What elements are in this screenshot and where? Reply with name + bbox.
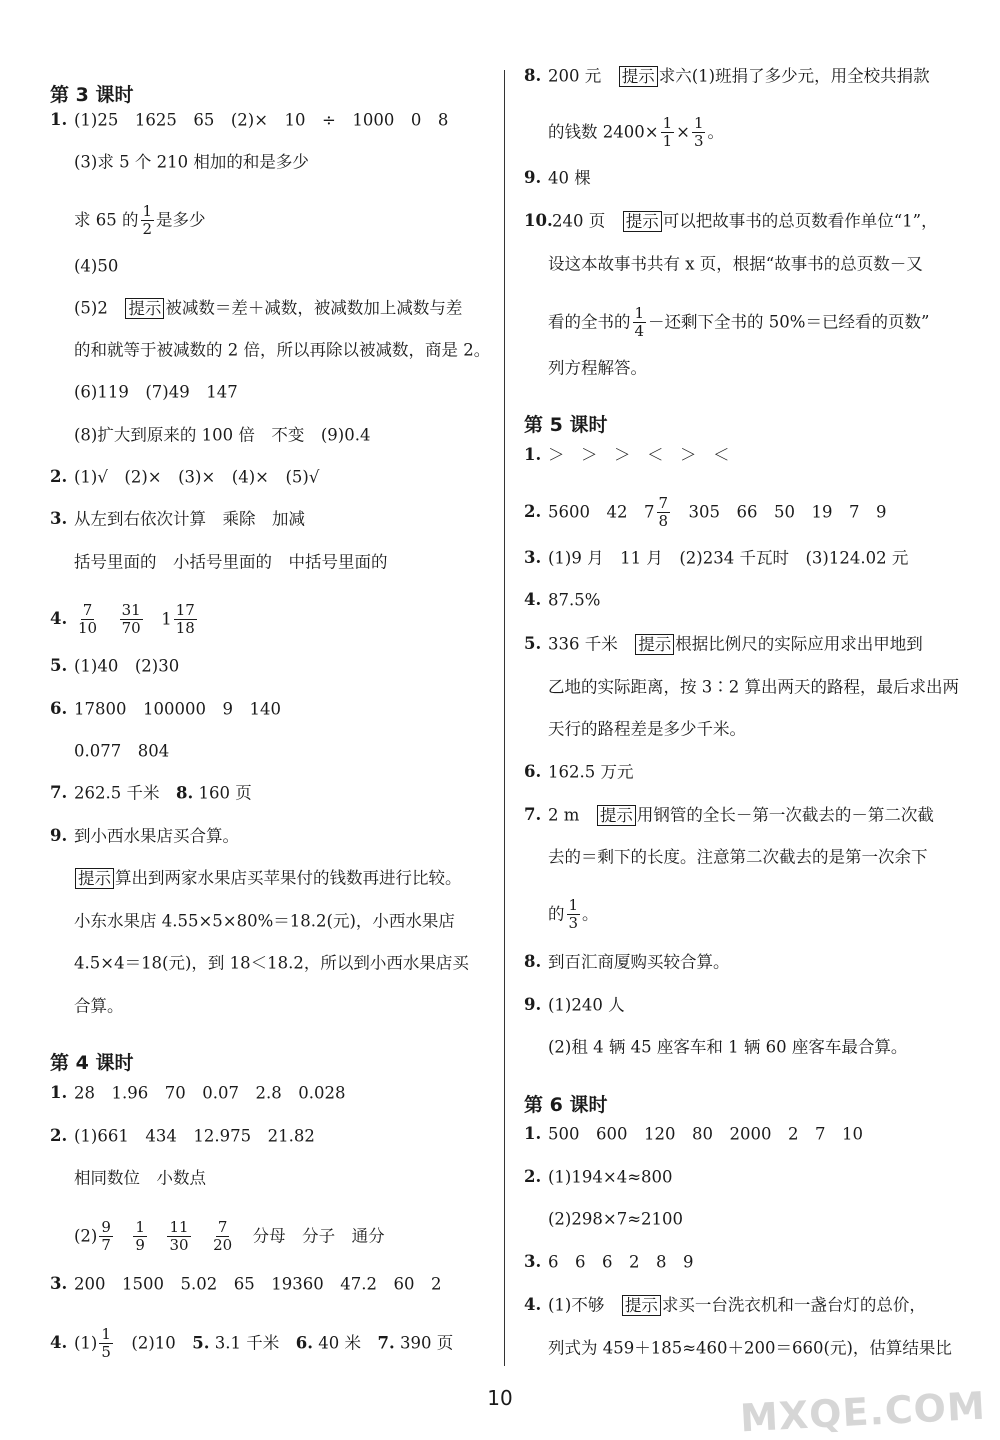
answer-line [548,1036,907,1059]
answer-text: 的钱数 2400× [548,122,659,142]
fraction-numerator: 9 [101,1218,111,1236]
section-heading: 第 3 课时 [50,84,134,106]
answer-text: 到小西水果店买合算。 [74,826,239,846]
answer-text: 小东水果店 4.55×5×80%＝18.2(元)，小西水果店 [74,911,455,931]
answer-text: (1)√ (2)× (3)× (4)× (5)√ [74,467,320,487]
answer-text [193,1227,210,1246]
fraction-numerator: 1 [135,1218,145,1236]
answer-line [50,1125,315,1148]
answer-line [548,115,724,150]
item-number: 2. [50,1126,68,1145]
fraction-numerator: 7 [658,494,669,512]
answer-line [548,718,746,741]
answer-text: (8)扩大到原来的 100 倍 不变 (9)0.4 [74,425,371,445]
answer-text: 40 棵 [548,168,591,188]
item-number: 1. [524,1124,542,1143]
answer-line [50,1082,345,1105]
answer-line [74,551,388,574]
fraction [567,897,581,932]
answer-line [548,305,929,340]
fraction-numerator: 1 [101,1325,111,1343]
item-number: 9. [524,168,542,187]
watermark-logo: MXQE.COM [739,1383,987,1440]
item-number: 1. [524,445,542,464]
answer-line [74,381,238,404]
hint-badge: 提示 [597,805,636,826]
item-number: 7. [524,805,542,824]
answer-line [524,1123,863,1146]
answer-line [524,495,887,530]
answer-line [50,1326,453,1361]
answer-line [74,910,455,933]
answer-text: 0.077 804 [74,741,170,761]
answer-text: ＞ ＞ ＞ ＜ ＞ ＜ [548,445,730,465]
answer-text: (1)40 (2)30 [74,656,180,676]
answer-text: 到百汇商厦购买较合算。 [548,952,730,972]
section-heading: 第 6 课时 [524,1094,608,1116]
fraction-numerator: 1 [634,304,645,322]
answer-text: (1)25 1625 65 (2)× 10 ÷ 1000 0 8 [74,110,449,130]
item-number: 4. [50,1333,68,1352]
hint-badge: 提示 [75,868,114,889]
hint-badge: 提示 [622,1295,661,1316]
fraction-denominator: 7 [101,1236,111,1254]
answer-text: 相同数位 小数点 [74,1168,206,1188]
answer-line [74,1219,385,1254]
item-number: 3. [50,509,68,528]
answer-line [524,589,600,612]
answer-text: (3)求 5 个 210 相加的和是多少 [74,152,309,172]
answer-text: 求 65 的 [74,210,139,230]
section-heading: 第 4 课时 [50,1052,134,1074]
fraction [99,1219,113,1254]
hint-badge: 提示 [619,66,658,87]
answer-text: 305 66 50 19 7 9 [672,502,887,522]
answer-line [524,167,591,190]
item-number: 5. [524,634,542,653]
fraction-numerator: 11 [169,1218,189,1236]
item-number: 5. [192,1333,210,1353]
item-number: 6. [50,699,68,718]
hint-badge: 提示 [623,211,662,232]
item-number: 1. [50,1083,68,1102]
fraction-numerator: 1 [568,896,579,914]
answer-text: 40 米 [313,1333,378,1353]
item-number: 8. [524,952,542,971]
answer-text: 390 页 [394,1333,454,1353]
fraction [76,602,99,637]
answer-text: (1)661 434 12.975 21.82 [74,1126,315,1146]
answer-text: (2)10 [114,1333,193,1353]
item-number: 2. [524,1167,542,1186]
answer-line [548,897,599,932]
answer-line [548,357,647,380]
answer-text: 从左到右依次计算 乘除 加减 [74,509,305,529]
answer-line [74,424,370,447]
answer-line [548,846,928,869]
fraction [133,1219,147,1254]
fraction-numerator: 1 [662,114,673,132]
answer-text: 被减数＝差＋减数，被减数加上减数与差 [165,298,463,318]
fraction-denominator: 20 [213,1236,233,1254]
answer-line [524,1294,926,1317]
item-number: 2. [50,467,68,486]
answer-line [548,676,959,699]
answer-text: 240 页 [552,211,622,231]
item-number: 8. [524,66,542,85]
fraction-denominator: 10 [78,619,98,637]
fraction-numerator: 1 [142,202,153,220]
answer-text: 5600 42 7 [548,502,655,522]
fraction-denominator: 70 [121,619,141,637]
answer-line [74,151,309,174]
item-number: 2. [524,502,542,521]
answer-line [548,1337,952,1360]
hint-badge: 提示 [635,634,674,655]
answer-line [74,867,462,890]
fraction-denominator: 4 [634,322,645,340]
answer-text: 天行的路程差是多少千米。 [548,719,746,739]
answer-text: 算出到两家水果店买苹果付的钱数再进行比较。 [115,868,462,888]
answer-line [50,508,305,531]
answer-text [149,1227,166,1246]
fraction-numerator: 17 [175,601,195,619]
answer-line [524,994,625,1017]
answer-text: (2) [74,1226,98,1246]
answer-line [74,995,124,1018]
answer-text: 合算。 [74,996,124,1016]
fraction [211,1219,234,1254]
answer-text: (1)194×4≈800 [548,1167,673,1187]
answer-line [524,761,633,784]
answer-line [524,210,938,233]
answer-text [101,610,118,629]
answer-text: 设这本故事书共有 x 页，根据“故事书的总页数－又 [548,254,923,274]
item-number: 9. [524,995,542,1014]
fraction-denominator: 3 [693,132,704,150]
fraction-denominator: 5 [101,1343,111,1361]
answer-text: －还剩下全书的 50%＝已经看的页数” [648,312,930,332]
answer-line [524,804,934,827]
answer-text: 。 [582,904,599,924]
answer-text: 500 600 120 80 2000 2 7 10 [548,1124,863,1144]
answer-text: 336 千米 [548,634,635,654]
item-number: 5. [50,656,68,675]
fraction-denominator: 3 [568,914,579,932]
answer-line [50,825,239,848]
fraction [633,305,647,340]
answer-text: 看的全书的 [548,312,631,332]
answer-line [50,1273,441,1296]
item-number: 4. [524,1295,542,1314]
item-number: 8. [175,783,194,803]
answer-text: (1) [74,1333,98,1353]
answer-text: 分母 分子 通分 [236,1226,385,1246]
answer-text: (6)119 (7)49 147 [74,382,238,402]
answer-text: 是多少 [156,210,206,230]
answer-text: 列方程解答。 [548,358,647,378]
answer-text: (1)9 月 11 月 (2)234 千瓦时 (3)124.02 元 [548,548,909,568]
answer-line [524,547,908,570]
item-number: 6. [524,762,542,781]
fraction [120,602,143,637]
answer-text: (1)240 人 [548,995,625,1015]
answer-line [74,255,118,278]
answer-text: 列式为 459＋185≈460＋200＝660(元)，估算结果比 [548,1338,952,1358]
answer-text: (2)租 4 辆 45 座客车和 1 辆 60 座客车最合算。 [548,1037,908,1057]
item-number: 3. [524,548,542,567]
item-number: 1. [50,110,68,129]
answer-text: 乙地的实际距离，按 3∶2 算出两天的路程，最后求出两 [548,677,959,697]
fraction-denominator: 1 [662,132,673,150]
answer-text: 根据比例尺的实际应用求出甲地到 [675,634,923,654]
fraction-denominator: 18 [175,619,195,637]
fraction [174,602,197,637]
fraction [692,115,706,150]
answer-text: 17800 100000 9 140 [74,699,281,719]
answer-line [74,203,206,238]
fraction [657,495,671,530]
fraction-numerator: 1 [693,114,704,132]
answer-line [50,698,281,721]
answer-text: 求买一台洗衣机和一盏台灯的总价， [661,1295,926,1315]
answer-text: 3.1 千米 [209,1333,296,1353]
answer-text: 6 6 6 2 8 9 [548,1252,694,1272]
answer-text: (5)2 [74,298,125,318]
fraction [661,115,675,150]
answer-line [74,952,469,975]
answer-text: (4)50 [74,256,119,276]
fraction-numerator: 7 [217,1218,228,1236]
answer-line [524,444,730,467]
answer-text: 的 [548,904,565,924]
answer-line [74,339,490,362]
fraction [167,1219,190,1254]
answer-line [50,466,319,489]
answer-text: 的和就等于被减数的 2 倍，所以再除以被减数，商是 2。 [74,340,491,360]
answer-text: 162.5 万元 [548,762,634,782]
answer-text: 160 页 [193,783,252,803]
fraction-denominator: 8 [658,512,669,530]
answer-line [548,253,923,276]
answer-line [74,1167,206,1190]
item-number: 6. [295,1333,313,1353]
answer-text: (2)298×7≈2100 [548,1209,684,1229]
answer-line [524,951,730,974]
fraction-numerator: 31 [121,601,141,619]
answer-line [524,1251,694,1274]
answer-text: 28 1.96 70 0.07 2.8 0.028 [74,1083,346,1103]
answer-line [524,1166,673,1189]
fraction-numerator: 7 [82,601,93,619]
answer-text: 去的＝剩下的长度。注意第二次截去的是第一次余下 [548,847,928,867]
answer-text: 200 元 [548,66,618,86]
answer-text [115,1227,132,1246]
answer-text: 1 [144,609,172,629]
item-number: 7. [377,1333,395,1353]
answer-text: (1)不够 [548,1295,621,1315]
item-number: 9. [50,826,68,845]
answer-line [50,782,252,805]
fraction-denominator: 30 [169,1236,189,1254]
answer-line [50,109,448,132]
answer-line [50,602,199,637]
answer-text: × [676,122,690,142]
answer-text: 200 1500 5.02 65 19360 47.2 60 2 [74,1274,442,1294]
item-number: 4. [50,609,68,628]
column-divider [504,70,505,1366]
answer-line [524,65,930,88]
answer-line [74,740,169,763]
answer-line [524,633,923,656]
answer-line [548,1208,683,1231]
answer-text: 可以把故事书的总页数看作单位“1”， [662,211,938,231]
hint-badge: 提示 [125,298,164,319]
answer-text: 4.5×4＝18(元)，到 18＜18.2，所以到小西水果店买 [74,953,469,973]
item-number: 7. [50,783,68,802]
section-heading: 第 5 课时 [524,414,608,436]
answer-text: 2 m [548,805,596,825]
fraction-denominator: 9 [135,1236,145,1254]
item-number: 4. [524,590,542,609]
answer-line [50,655,179,678]
answer-text: 用钢管的全长－第一次截去的－第二次截 [636,805,934,825]
answer-text: 。 [707,122,724,142]
item-number: 3. [524,1252,542,1271]
answer-line [74,297,462,320]
fraction-denominator: 2 [142,220,153,238]
answer-text: 87.5% [548,590,601,610]
item-number: 10. [524,211,553,230]
page-number: 10 [487,1386,513,1410]
item-number: 3. [50,1274,68,1293]
answer-text: 262.5 千米 [74,783,176,803]
fraction [141,203,155,238]
answer-text: 求六(1)班捐了多少元，用全校共捐款 [658,66,930,86]
fraction [99,1326,113,1361]
answer-text: 括号里面的 小括号里面的 中括号里面的 [74,552,388,572]
